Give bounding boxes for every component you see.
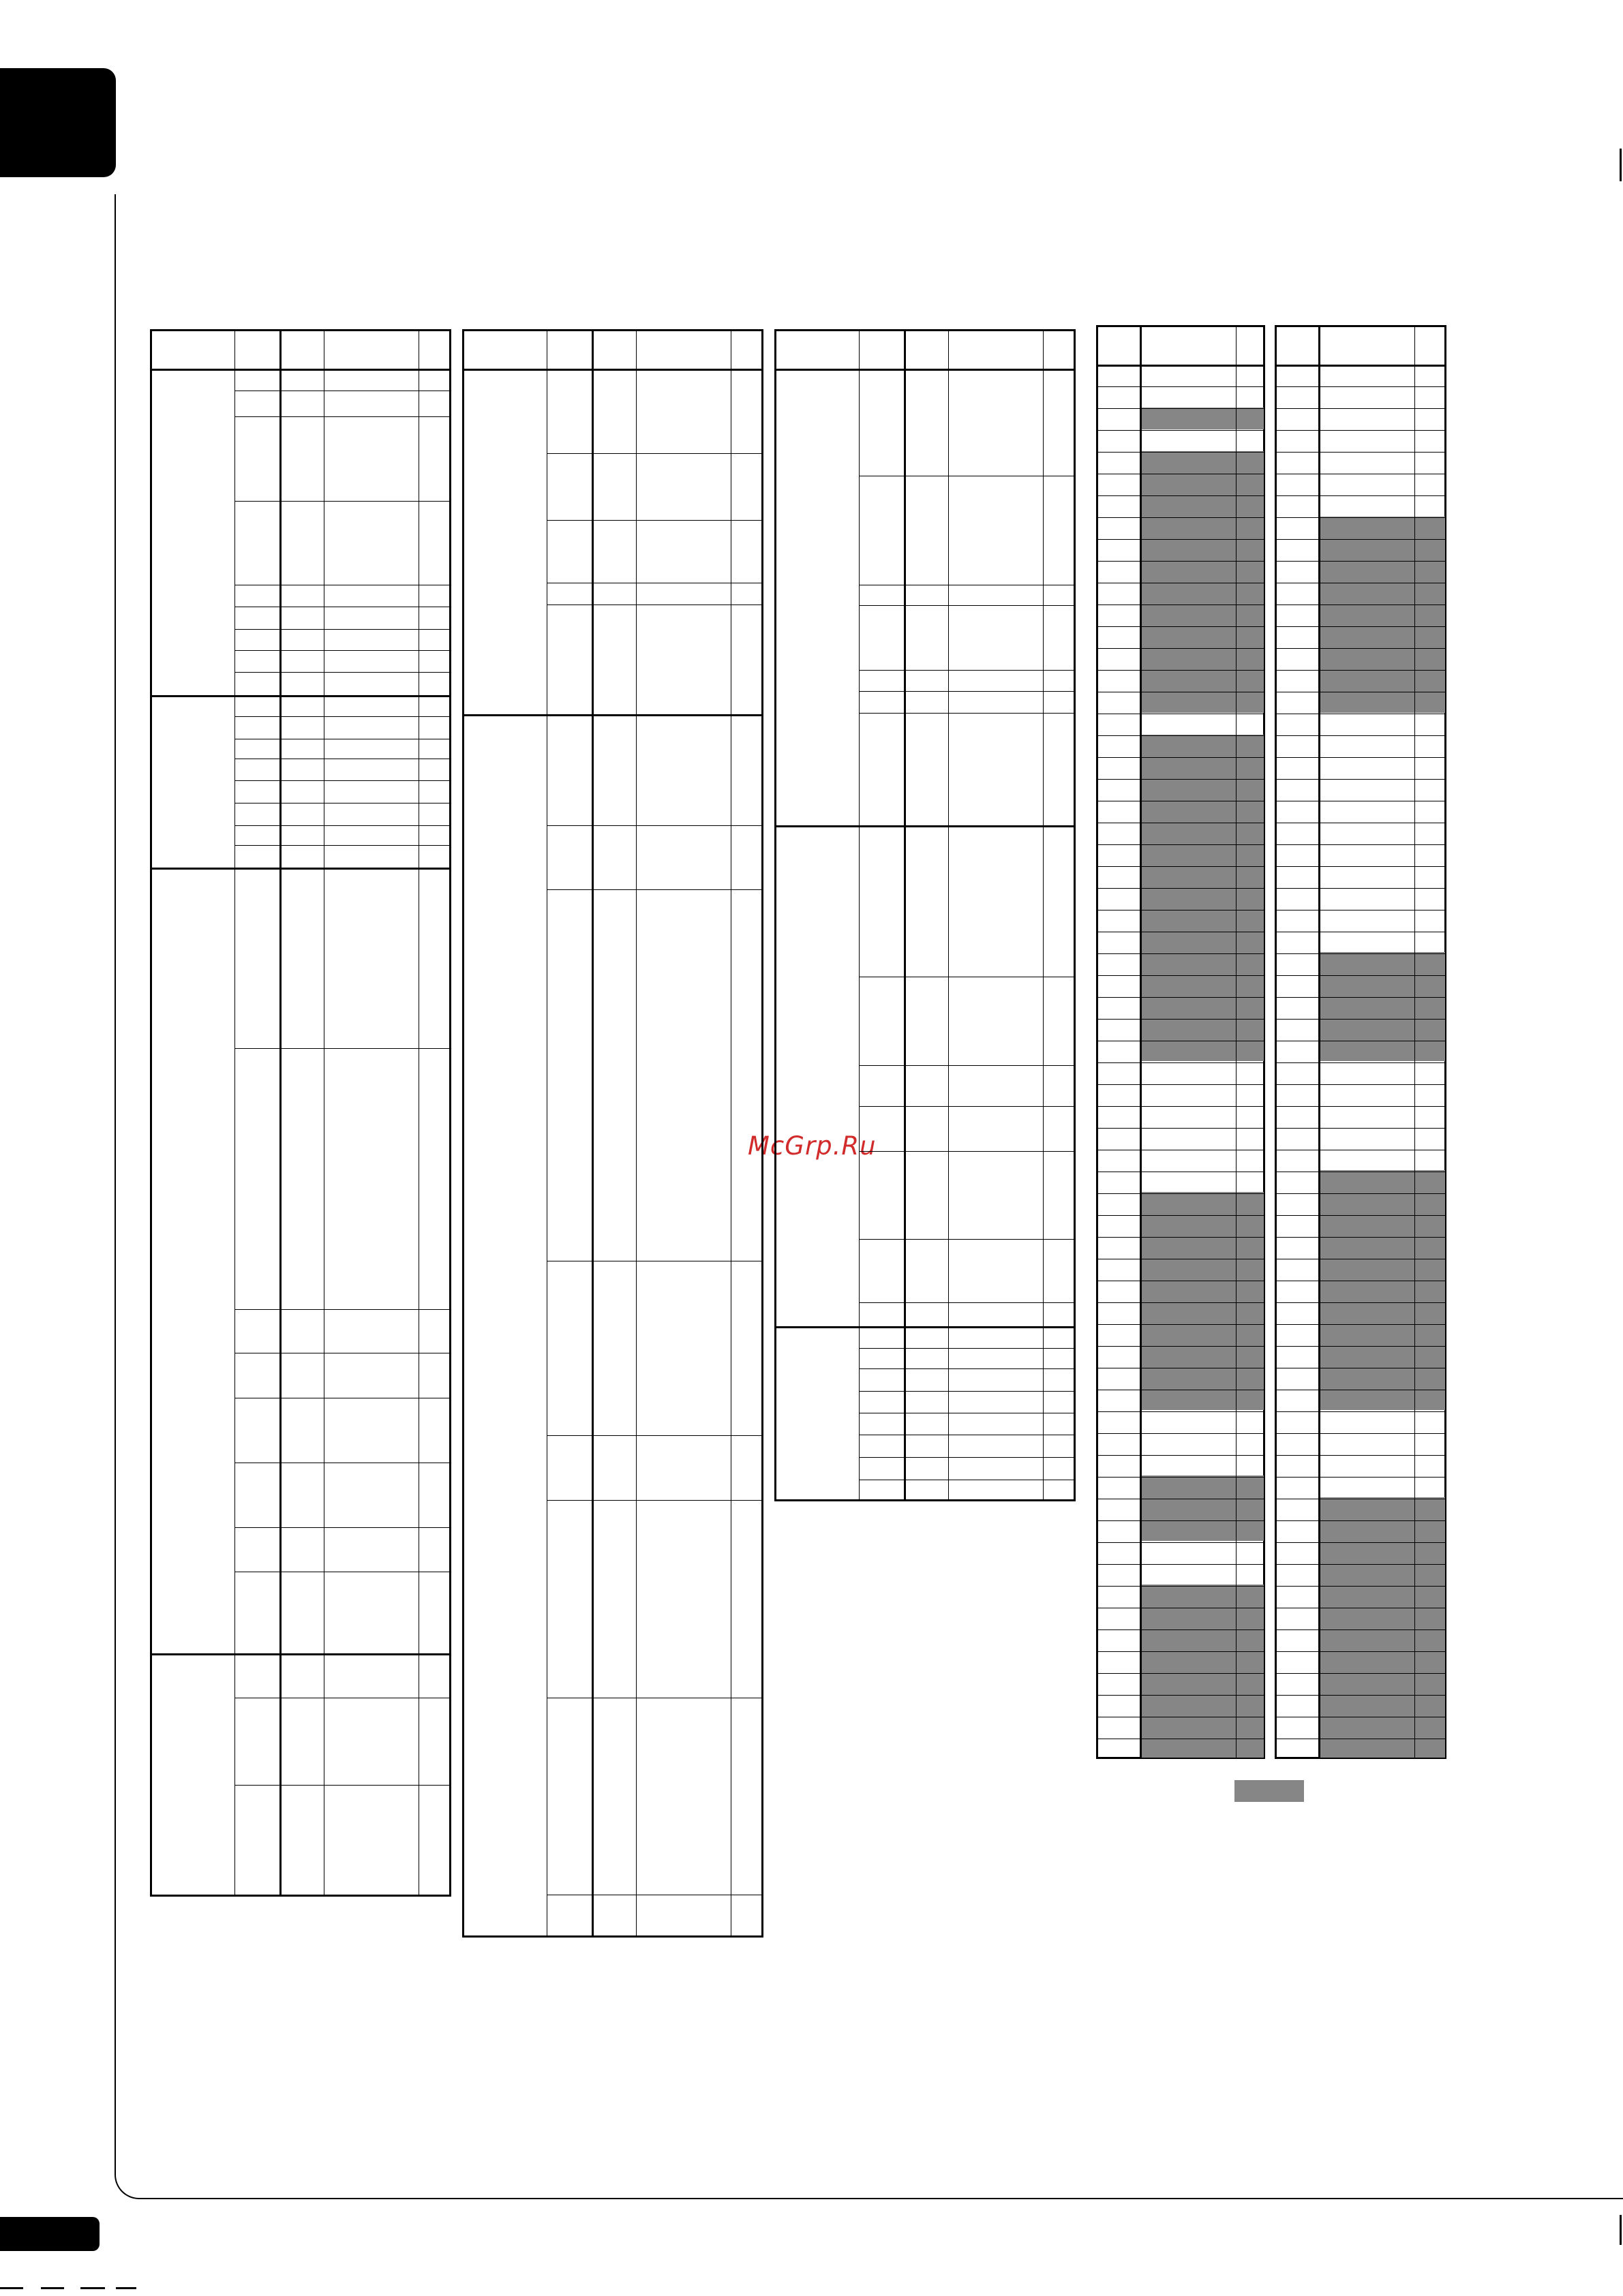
row-rule <box>1096 1586 1265 1587</box>
row-rule <box>1096 1542 1265 1543</box>
row-rule <box>1096 888 1265 889</box>
row-rule <box>234 845 451 846</box>
row-rule <box>1275 626 1446 627</box>
row-rule <box>1275 888 1446 889</box>
row-rule <box>234 1309 451 1310</box>
legend-shade-swatch <box>1234 1780 1304 1802</box>
table-1 <box>150 329 451 1897</box>
row-rule <box>1096 779 1265 780</box>
shaded-cell-block <box>1141 735 1264 1061</box>
row-rule <box>1275 430 1446 431</box>
right-edge-mark-top <box>1620 149 1622 181</box>
row-rule <box>1096 757 1265 758</box>
row-rule <box>1096 517 1265 518</box>
shaded-cell-block <box>1141 1192 1264 1410</box>
row-rule <box>1275 1455 1446 1456</box>
shaded-cell-block <box>1320 517 1445 713</box>
row-rule <box>1275 1019 1446 1020</box>
watermark-text: McGrp.Ru <box>748 1131 877 1161</box>
row-rule <box>1275 1542 1446 1543</box>
row-rule <box>462 369 763 371</box>
row-rule <box>150 369 451 371</box>
shaded-cell-block <box>1141 408 1264 429</box>
row-rule <box>1275 1215 1446 1216</box>
row-rule <box>547 825 763 826</box>
row-rule <box>547 889 763 890</box>
row-rule <box>1275 1324 1446 1325</box>
row-rule <box>234 1527 451 1528</box>
row-rule <box>1096 626 1265 627</box>
row-rule <box>1096 1128 1265 1129</box>
row-rule <box>150 1653 451 1655</box>
row-rule <box>1096 1629 1265 1630</box>
row-rule <box>462 714 763 716</box>
row-rule <box>1096 365 1265 367</box>
row-rule <box>234 716 451 717</box>
row-rule <box>1096 1433 1265 1434</box>
row-rule <box>859 670 1076 671</box>
right-edge-mark-bottom <box>1620 2215 1622 2245</box>
row-rule <box>1096 953 1265 954</box>
column-rule <box>636 329 637 1938</box>
row-rule <box>547 1500 763 1501</box>
column-rule <box>234 329 235 1897</box>
row-rule <box>1096 975 1265 976</box>
table-outline <box>150 329 451 1897</box>
row-rule <box>1275 1084 1446 1085</box>
row-rule <box>859 1368 1076 1369</box>
row-rule <box>1096 1106 1265 1107</box>
row-rule <box>234 1048 451 1049</box>
row-rule <box>150 695 451 697</box>
column-rule <box>1414 325 1415 1759</box>
row-rule <box>1096 452 1265 453</box>
row-rule <box>1275 1106 1446 1107</box>
row-rule <box>1096 1673 1265 1674</box>
row-rule <box>1275 735 1446 736</box>
row-rule <box>774 825 1076 827</box>
row-rule <box>1096 1695 1265 1696</box>
row-rule <box>859 1065 1076 1066</box>
row-rule <box>1275 1193 1446 1194</box>
row-rule <box>1275 670 1446 671</box>
column-rule <box>1318 325 1320 1759</box>
row-rule <box>1275 779 1446 780</box>
row-rule <box>859 1106 1076 1107</box>
row-rule <box>1275 1520 1446 1521</box>
row-rule <box>1275 1346 1446 1347</box>
row-rule <box>1275 648 1446 649</box>
row-rule <box>1275 757 1446 758</box>
row-rule <box>1096 1237 1265 1238</box>
column-rule <box>279 329 282 1897</box>
row-rule <box>1275 386 1446 387</box>
row-rule <box>1275 1433 1446 1434</box>
column-rule <box>904 329 906 1501</box>
row-rule <box>1096 1084 1265 1085</box>
column-rule <box>1043 329 1044 1501</box>
row-rule <box>1096 495 1265 496</box>
row-rule <box>1096 604 1265 605</box>
row-rule <box>859 1457 1076 1458</box>
row-rule <box>1275 997 1446 998</box>
row-rule <box>1096 1455 1265 1456</box>
row-rule <box>1275 1629 1446 1630</box>
row-rule <box>859 713 1076 714</box>
row-rule <box>1275 953 1446 954</box>
table-3 <box>774 329 1076 1501</box>
row-rule <box>1275 604 1446 605</box>
row-rule <box>1096 430 1265 431</box>
row-rule <box>859 1348 1076 1349</box>
row-rule <box>234 1785 451 1786</box>
row-rule <box>774 369 1076 371</box>
row-rule <box>1275 539 1446 540</box>
row-rule <box>1275 365 1446 367</box>
row-rule <box>1096 386 1265 387</box>
row-rule <box>1096 1019 1265 1020</box>
row-rule <box>1275 1651 1446 1652</box>
table-outline <box>774 329 1076 1501</box>
row-rule <box>1275 1411 1446 1412</box>
row-rule <box>1096 1346 1265 1347</box>
row-rule <box>1275 1302 1446 1303</box>
table-5 <box>1275 325 1446 1759</box>
row-rule <box>1096 1411 1265 1412</box>
row-rule <box>1096 1651 1265 1652</box>
row-rule <box>859 1302 1076 1303</box>
bottom-edge-marks <box>0 2287 143 2296</box>
row-rule <box>1096 648 1265 649</box>
page-number-tab <box>0 2217 100 2251</box>
row-rule <box>1275 1237 1446 1238</box>
table-outline <box>462 329 763 1938</box>
row-rule <box>547 1435 763 1436</box>
row-rule <box>1096 1193 1265 1194</box>
row-rule <box>234 416 451 417</box>
row-rule <box>547 604 763 605</box>
row-rule <box>1096 1477 1265 1478</box>
row-rule <box>859 605 1076 606</box>
row-rule <box>1275 495 1446 496</box>
shaded-cell-block <box>1320 952 1445 1061</box>
table-4 <box>1096 325 1265 1759</box>
row-rule <box>1275 844 1446 845</box>
row-rule <box>1275 1673 1446 1674</box>
column-rule <box>948 329 949 1501</box>
row-rule <box>1096 1062 1265 1063</box>
row-rule <box>547 520 763 521</box>
row-rule <box>1275 1477 1446 1478</box>
row-rule <box>1096 866 1265 867</box>
row-rule <box>1096 1564 1265 1565</box>
row-rule <box>774 1326 1076 1328</box>
row-rule <box>859 1151 1076 1152</box>
row-rule <box>1096 1302 1265 1303</box>
row-rule <box>859 1391 1076 1392</box>
row-rule <box>1096 670 1265 671</box>
row-rule <box>1275 1062 1446 1063</box>
column-rule <box>1140 325 1142 1759</box>
row-rule <box>859 1239 1076 1240</box>
row-rule <box>1275 517 1446 518</box>
row-rule <box>547 453 763 454</box>
shaded-cell-block <box>1320 1170 1445 1410</box>
row-rule <box>234 825 451 826</box>
shaded-cell-block <box>1141 451 1264 713</box>
column-rule <box>859 329 860 1501</box>
row-rule <box>1096 408 1265 409</box>
row-rule <box>1275 1695 1446 1696</box>
row-rule <box>234 672 451 673</box>
row-rule <box>1096 1215 1265 1216</box>
row-rule <box>150 868 451 870</box>
section-thumb-tab <box>0 68 116 177</box>
row-rule <box>1275 1128 1446 1129</box>
row-rule <box>1275 975 1446 976</box>
row-rule <box>1096 844 1265 845</box>
row-rule <box>1275 408 1446 409</box>
table-2 <box>462 329 763 1938</box>
row-rule <box>1096 735 1265 736</box>
row-rule <box>1096 539 1265 540</box>
row-rule <box>1275 561 1446 562</box>
column-rule <box>592 329 594 1938</box>
row-rule <box>1275 866 1446 867</box>
row-rule <box>1096 1324 1265 1325</box>
row-rule <box>1275 1564 1446 1565</box>
row-rule <box>1096 1520 1265 1521</box>
row-rule <box>234 780 451 781</box>
row-rule <box>1096 561 1265 562</box>
row-rule <box>1275 452 1446 453</box>
shaded-cell-block <box>1141 1585 1264 1758</box>
row-rule <box>234 501 451 502</box>
row-rule <box>859 691 1076 692</box>
row-rule <box>1096 997 1265 998</box>
row-rule <box>234 650 451 651</box>
shaded-cell-block <box>1141 1475 1264 1541</box>
row-rule <box>234 629 451 630</box>
shaded-cell-block <box>1320 1497 1445 1758</box>
row-rule <box>1275 1586 1446 1587</box>
column-rule <box>1236 325 1237 1759</box>
